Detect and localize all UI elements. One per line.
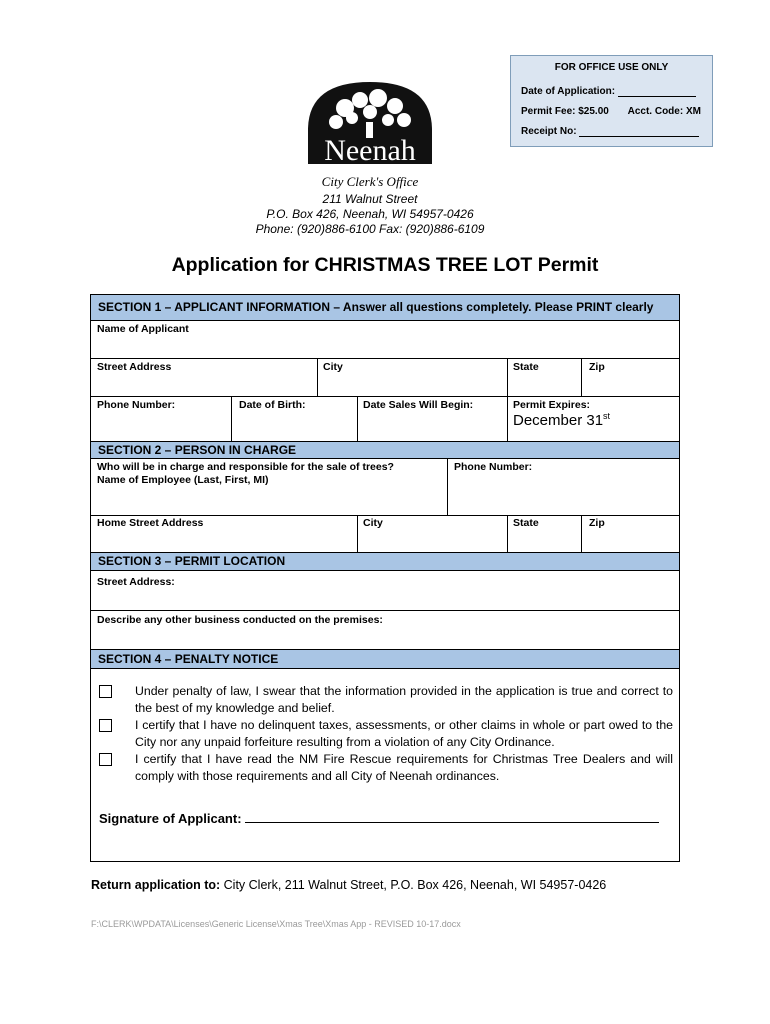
section2-header: SECTION 2 – PERSON IN CHARGE	[91, 442, 679, 459]
section1-header: SECTION 1 – APPLICANT INFORMATION – Answer all questions completely. Please PRINT clearly	[91, 295, 679, 321]
permit-fee-label: Permit Fee: $25.00	[521, 106, 609, 117]
other-business-label: Describe any other business conducted on the premises:	[97, 614, 383, 626]
address-line-2: P.O. Box 426, Neenah, WI 54957-0426	[266, 207, 474, 221]
phone-label: Phone Number:	[97, 399, 176, 411]
street-address-label: Street Address	[97, 361, 172, 373]
home-street-label: Home Street Address	[97, 517, 204, 529]
signature-line[interactable]	[245, 810, 659, 823]
dob-label: Date of Birth:	[239, 399, 306, 411]
expires-suffix: st	[603, 411, 611, 421]
date-of-application-row	[521, 86, 696, 97]
receipt-row	[521, 126, 699, 137]
penalty-statement-3: I certify that I have read the NM Fire Rescue requirements for Christmas Tree Dealers and will comply with those requirements and all City of Neenah ordinances.	[135, 752, 673, 783]
applicant-name-label: Name of Applicant	[97, 323, 189, 335]
penalty-statement-1: Under penalty of law, I swear that the information provided in the application is true and correct to the best of my knowledge and belief.	[135, 684, 673, 715]
person-zip-label: Zip	[589, 517, 605, 529]
sales-begin-label: Date Sales Will Begin:	[363, 399, 474, 411]
checkbox-2[interactable]	[99, 719, 112, 732]
receipt-label: Receipt No:	[521, 126, 577, 137]
person-phone-label: Phone Number:	[454, 461, 533, 473]
address-line-1: 211 Walnut Street	[322, 192, 418, 206]
permit-expires-value	[513, 411, 610, 429]
logo-subtitle: City Clerk's Office	[321, 174, 419, 189]
checkbox-1[interactable]	[99, 685, 112, 698]
employee-name-label: Name of Employee (Last, First, MI)	[97, 474, 269, 486]
city-address	[200, 192, 540, 237]
expires-date: December 31	[513, 412, 604, 429]
file-path: F:\CLERK\WPDATA\Licenses\Generic License\Xmas Tree\Xmas App - REVISED 10-17.docx	[91, 919, 461, 929]
return-instructions	[91, 878, 606, 892]
location-street-label: Street Address:	[97, 576, 175, 588]
city-label: City	[323, 361, 343, 373]
office-use-title: FOR OFFICE USE ONLY	[554, 62, 669, 73]
office-use-box	[510, 55, 713, 147]
date-of-application-label: Date of Application:	[521, 86, 616, 97]
return-address: City Clerk, 211 Walnut Street, P.O. Box 426, Neenah, WI 54957-0426	[220, 878, 607, 892]
address-line-3: Phone: (920)886-6100 Fax: (920)886-6109	[255, 222, 485, 236]
return-label: Return application to:	[91, 878, 221, 892]
logo-name: Neenah	[324, 134, 416, 167]
who-in-charge-label: Who will be in charge and responsible for the sale of trees?	[97, 461, 394, 473]
section4-header: SECTION 4 – PENALTY NOTICE	[91, 650, 679, 669]
receipt-field[interactable]	[579, 126, 699, 137]
fee-row	[521, 106, 701, 117]
signature-label: Signature of Applicant:	[99, 811, 242, 826]
tree-emblem-icon	[300, 78, 440, 190]
person-state-label: State	[513, 517, 539, 529]
date-of-application-field[interactable]	[618, 86, 696, 97]
state-label: State	[513, 361, 539, 373]
section3-header: SECTION 3 – PERMIT LOCATION	[91, 553, 679, 571]
acct-code-label: Acct. Code: XM	[627, 106, 701, 117]
neenah-logo	[300, 78, 440, 190]
permit-expires-label: Permit Expires:	[513, 399, 591, 411]
application-form	[90, 294, 680, 862]
person-city-label: City	[363, 517, 383, 529]
form-title: Application for CHRISTMAS TREE LOT Permit	[171, 254, 599, 276]
zip-label: Zip	[589, 361, 605, 373]
penalty-statement-2: I certify that I have no delinquent taxes, assessments, or other claims in whole or part owed to the City nor any unpaid forfeiture resulting from a violation of any City Ordinance.	[135, 718, 673, 749]
signature-row	[99, 810, 659, 826]
checkbox-3[interactable]	[99, 753, 112, 766]
